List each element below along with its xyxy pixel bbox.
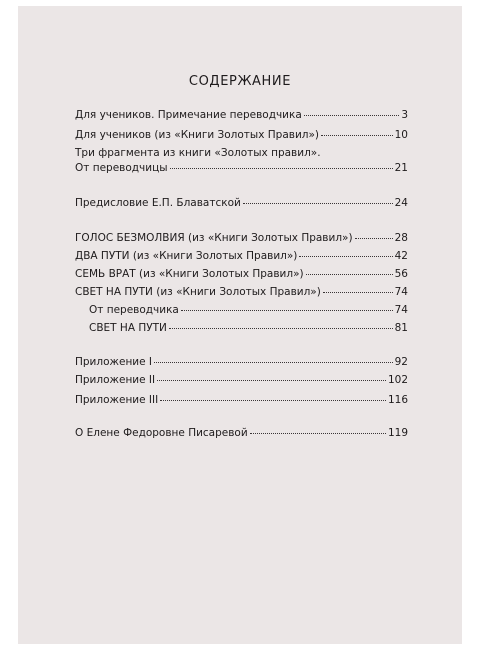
toc-entry-label: СВЕТ НА ПУТИ xyxy=(89,322,167,334)
dot-leader xyxy=(321,135,393,136)
dot-leader xyxy=(170,168,393,169)
toc-entry-page: 56 xyxy=(394,268,408,280)
dot-leader xyxy=(160,400,386,401)
toc-entry-page: 24 xyxy=(394,197,408,209)
toc-entry-label: Предисловие Е.П. Блаватской xyxy=(75,197,241,209)
dot-leader xyxy=(323,292,393,293)
dot-leader xyxy=(304,115,400,116)
toc-entry-page: 74 xyxy=(394,304,408,316)
toc-title: СОДЕРЖАНИЕ xyxy=(188,74,292,89)
toc-entry xyxy=(75,129,408,142)
toc-entry-page: 10 xyxy=(394,129,408,141)
toc-entry-page: 119 xyxy=(387,427,408,439)
toc-entry xyxy=(75,356,408,369)
toc-entry-label: ГОЛОС БЕЗМОЛВИЯ (из «Книги Золотых Правил») xyxy=(75,232,353,244)
toc-entry-page: 102 xyxy=(387,374,408,386)
book-page xyxy=(18,6,462,644)
dot-leader xyxy=(243,203,393,204)
toc-entry xyxy=(75,162,408,175)
dot-leader xyxy=(157,380,386,381)
toc-entry-label: СВЕТ НА ПУТИ (из «Книги Золотых Правил») xyxy=(75,286,321,298)
toc-entry-label: Приложение III xyxy=(75,394,159,406)
toc-entry xyxy=(75,374,408,387)
toc-entry-label: Приложение I xyxy=(75,356,153,368)
toc-entry-page: 3 xyxy=(401,109,408,121)
toc-subentry xyxy=(89,304,408,317)
toc-entry-label: СЕМЬ ВРАТ (из «Книги Золотых Правил») xyxy=(75,268,304,280)
toc-entry xyxy=(75,232,408,245)
toc-entry-page: 21 xyxy=(394,162,408,174)
toc-entry xyxy=(75,109,408,122)
toc-entry xyxy=(75,394,408,407)
toc-entry-label: От переводчика xyxy=(89,304,179,316)
toc-entry xyxy=(75,268,408,281)
dot-leader xyxy=(181,310,393,311)
toc-entry xyxy=(75,286,408,299)
dot-leader xyxy=(306,274,393,275)
toc-entry-label: Для учеников. Примечание переводчика xyxy=(75,109,302,121)
toc-entry-label: От переводчицы xyxy=(75,162,168,174)
dot-leader xyxy=(169,328,393,329)
dot-leader xyxy=(299,256,392,257)
toc-entry-page: 116 xyxy=(387,394,408,406)
toc-entry-page: 28 xyxy=(394,232,408,244)
toc-entry-page: 42 xyxy=(394,250,408,262)
dot-leader xyxy=(355,238,393,239)
toc-entry xyxy=(75,197,408,210)
toc-entry-line xyxy=(75,147,408,160)
toc-entry-page: 92 xyxy=(394,356,408,368)
toc-entry-label: Приложение II xyxy=(75,374,156,386)
toc-entry xyxy=(75,427,408,440)
toc-entry xyxy=(75,250,408,263)
toc-entry-label: Для учеников (из «Книги Золотых Правил») xyxy=(75,129,320,141)
dot-leader xyxy=(250,433,386,434)
toc-entry-page: 74 xyxy=(394,286,408,298)
toc-entry-label: О Елене Федоровне Писаревой xyxy=(75,427,248,439)
toc-entry-page: 81 xyxy=(394,322,408,334)
toc-entry-label: ДВА ПУТИ (из «Книги Золотых Правил») xyxy=(75,250,298,262)
dot-leader xyxy=(154,362,393,363)
toc-subentry xyxy=(89,322,408,335)
toc-entry-label: Три фрагмента из книги «Золотых правил». xyxy=(75,147,321,159)
